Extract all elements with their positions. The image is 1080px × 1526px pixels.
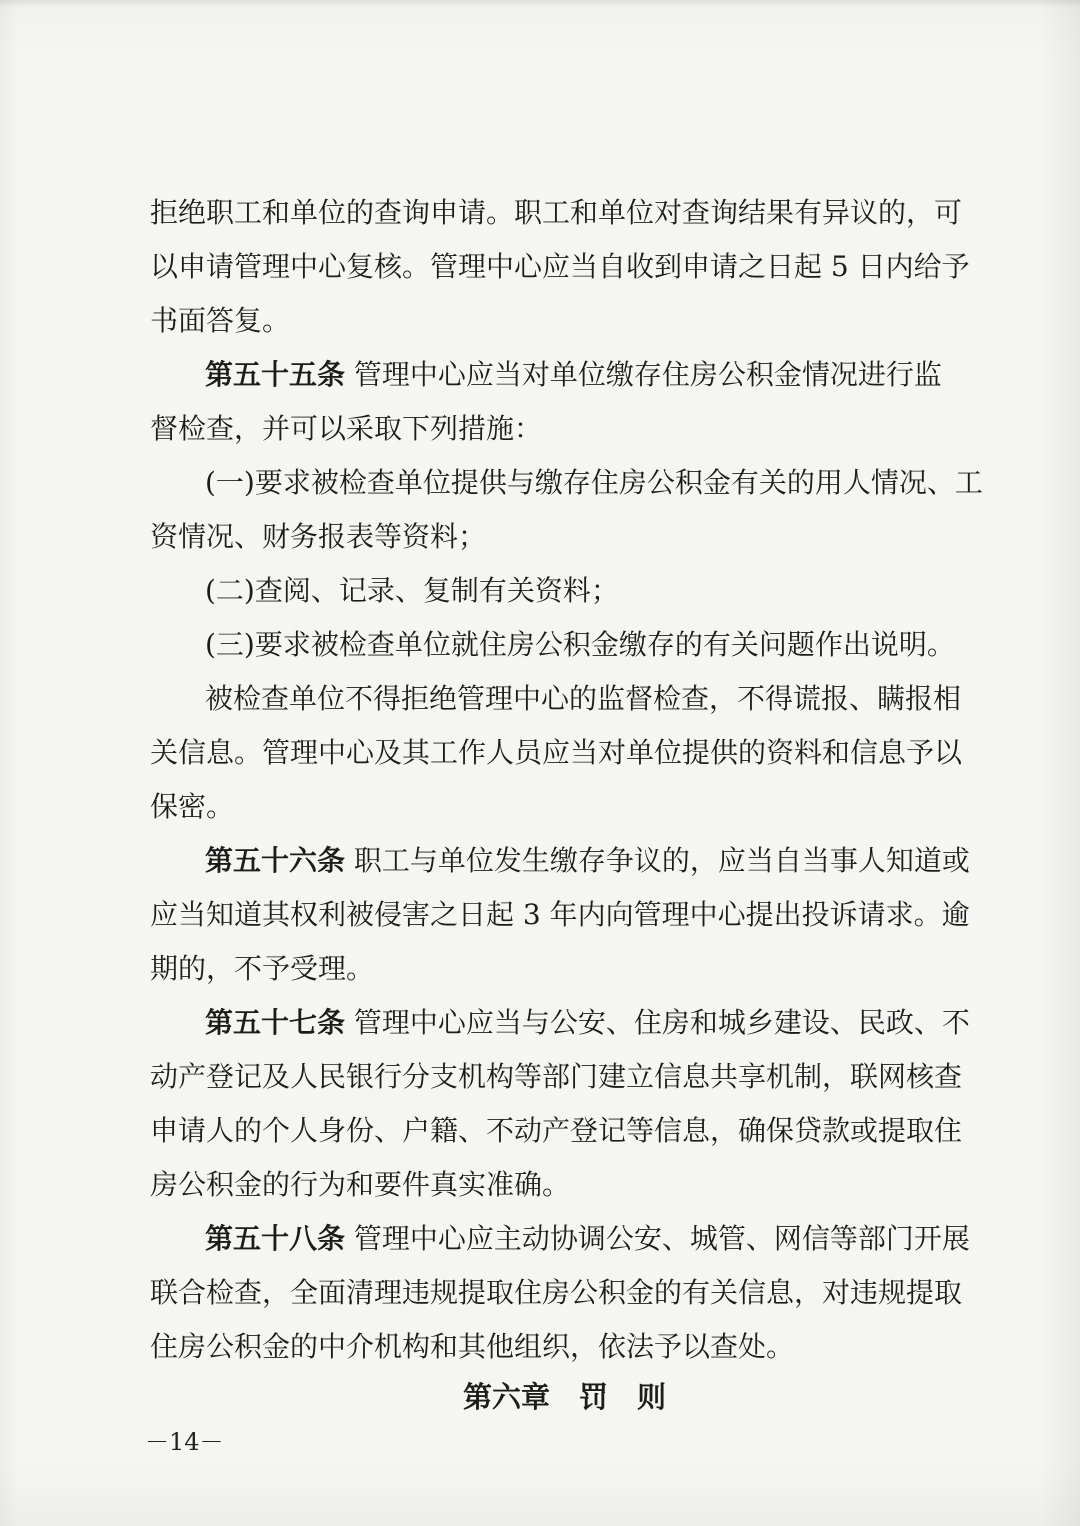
paragraph-1-line-3: 书面答复。 <box>150 304 291 337</box>
article-58-text-1: 管理中心应主动协调公安、城管、网信等部门开展 <box>345 1222 970 1255</box>
article-58-heading: 第五十八条 <box>205 1222 346 1255</box>
chapter-title: 第六章 罚 则 <box>463 1380 667 1414</box>
measure-1-line-2: 资情况、财务报表等资料； <box>150 520 487 553</box>
article-56-text-1: 职工与单位发生缴存争议的，应当自当事人知道或 <box>345 844 970 877</box>
article-58-line-3: 住房公积金的中介机构和其他组织，依法予以查处。 <box>150 1330 795 1363</box>
article-55-text-1: 管理中心应当对单位缴存住房公积金情况进行监 <box>345 358 942 391</box>
article-58-line-2: 联合检查，全面清理违规提取住房公积金的有关信息，对违规提取 <box>150 1276 963 1309</box>
page-number: －14－ <box>145 1428 224 1456</box>
page-top-edge <box>0 0 1080 8</box>
paragraph-1-line-2: 以申请管理中心复核。管理中心应当自收到申请之日起 5 日内给予 <box>150 250 970 283</box>
article-57-line-1 <box>205 1006 970 1040</box>
paragraph-1-line-1: 拒绝职工和单位的查询申请。职工和单位对查询结果有异议的，可 <box>150 196 963 229</box>
article-56-line-2: 应当知道其权利被侵害之日起 3 年内向管理中心提出投诉请求。逾 <box>150 898 970 931</box>
article-55-heading: 第五十五条 <box>205 358 346 391</box>
article-55-line-2: 督检查，并可以采取下列措施： <box>150 412 543 445</box>
paragraph-2-line-2: 关信息。管理中心及其工作人员应当对单位提供的资料和信息予以 <box>150 736 963 769</box>
article-57-heading: 第五十七条 <box>205 1006 346 1039</box>
article-57-line-3: 申请人的个人身份、户籍、不动产登记等信息，确保贷款或提取住 <box>150 1114 963 1147</box>
article-57-line-2: 动产登记及人民银行分支机构等部门建立信息共享机制，联网核查 <box>150 1060 963 1093</box>
article-58-line-1 <box>205 1222 970 1256</box>
article-57-line-4: 房公积金的行为和要件真实准确。 <box>150 1168 571 1201</box>
article-56-line-3: 期的，不予受理。 <box>150 952 375 985</box>
paragraph-2-line-3: 保密。 <box>150 790 235 823</box>
article-56-heading: 第五十六条 <box>205 844 346 877</box>
measure-3-line: (三)要求被检查单位就住房公积金缴存的有关问题作出说明。 <box>205 628 955 661</box>
article-57-text-1: 管理中心应当与公安、住房和城乡建设、民政、不 <box>345 1006 970 1039</box>
measure-2-line: (二)查阅、记录、复制有关资料； <box>205 574 619 607</box>
article-56-line-1 <box>205 844 970 878</box>
paragraph-2-line-1: 被检查单位不得拒绝管理中心的监督检查，不得谎报、瞒报相 <box>205 682 962 715</box>
article-55-line-1 <box>205 358 942 392</box>
measure-1-line-1: (一)要求被检查单位提供与缴存住房公积金有关的用人情况、工 <box>205 466 983 499</box>
